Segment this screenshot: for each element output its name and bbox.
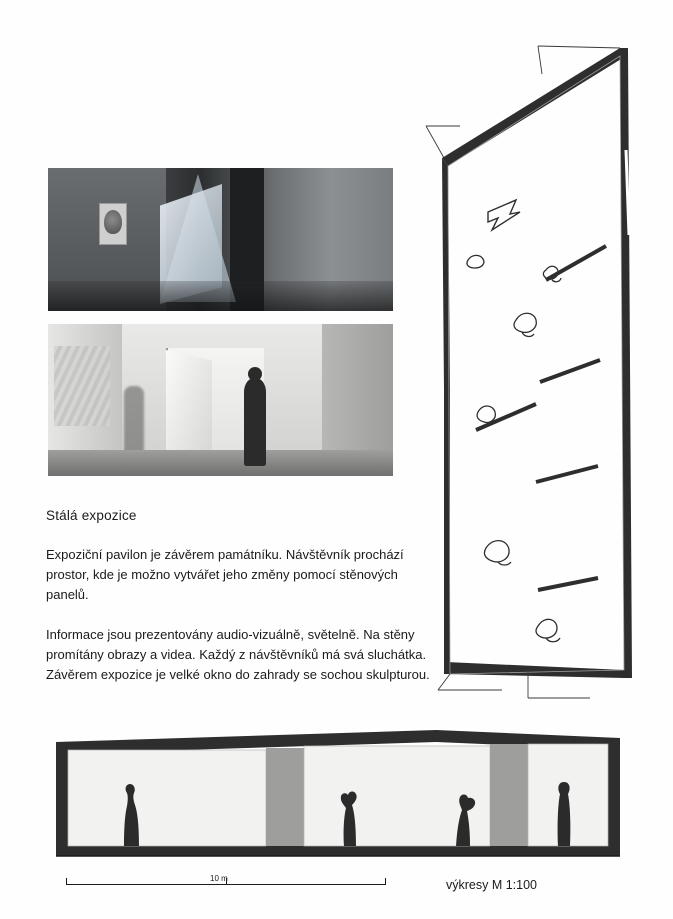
plan-walls — [442, 48, 632, 678]
interior-projection-photo — [48, 168, 393, 311]
scale-tick-end — [385, 878, 386, 885]
section-bays — [68, 744, 608, 846]
paragraph-1: Expoziční pavilon je závěrem památníku. Návštěvník prochází prostor, kde je možno vytvářet jeho změny pomocí stěnových panelů. — [46, 547, 404, 602]
scale-bar — [66, 874, 386, 902]
scale-tick-start — [66, 878, 67, 885]
plan-partitions — [476, 246, 606, 590]
photo-wall-projection — [54, 346, 110, 426]
page-title: Stálá expozice — [46, 508, 137, 523]
floor-plan — [420, 30, 660, 710]
plan-entrance-symbol — [488, 200, 520, 230]
photo-portrait-image — [104, 210, 122, 234]
photo-floor — [48, 450, 393, 476]
longitudinal-section — [38, 716, 638, 876]
plan-dimension-lines — [426, 46, 620, 698]
interior-door-photo — [48, 324, 393, 476]
plan-interior-outline — [448, 56, 624, 674]
photo-movable-panel — [166, 350, 212, 458]
plan-figures — [467, 255, 561, 641]
photo-shadow — [124, 386, 144, 452]
drawing-caption: výkresy M 1:100 — [446, 878, 538, 892]
paragraph-2: Informace jsou prezentovány audio-vizuálně, světelně. Na stěny promítány obrazy a videa. Každý z návštěvníků má svá sluchátka. Závěrem expozice je velké okno do zahrady se sochou skulpturou. — [46, 627, 430, 682]
description-text-block — [46, 508, 436, 685]
photo-visitor-silhouette — [244, 378, 266, 466]
photo-floor — [48, 281, 393, 311]
scale-bar-label: 10 m — [210, 874, 228, 883]
